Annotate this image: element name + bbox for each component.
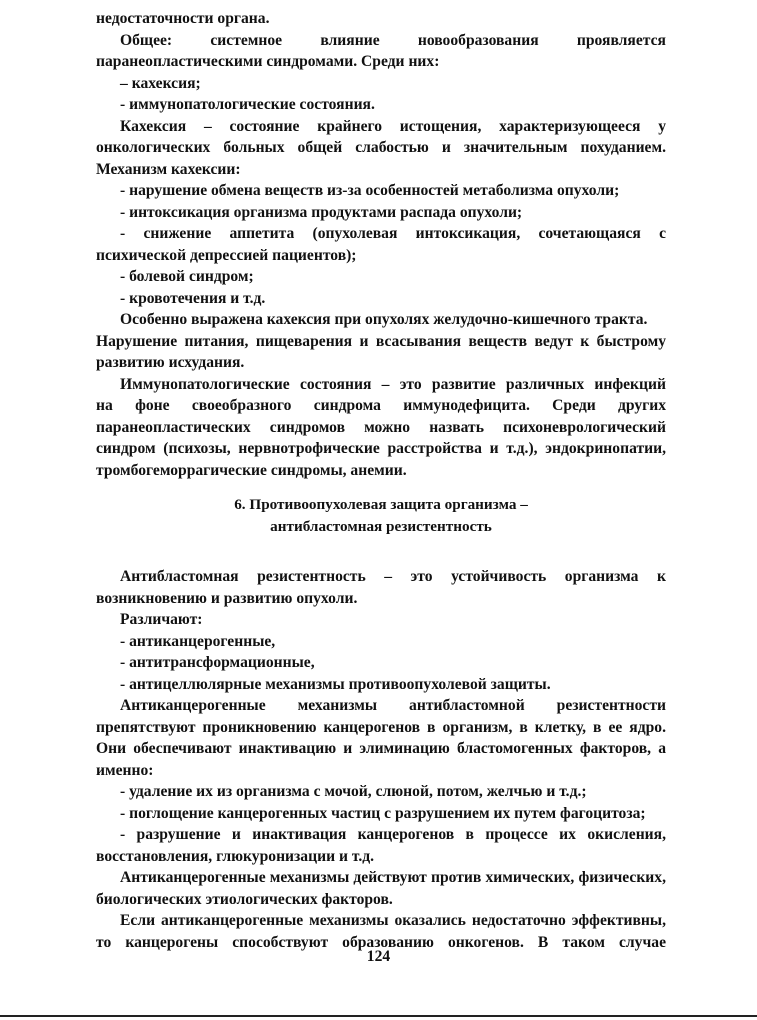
page-body [96,8,666,953]
text-line: паранеопластическими синдромами. Среди них: [96,53,440,70]
text-line: Нарушение питания, пищеварения и всасывания веществ ведут к быстрому [96,332,666,350]
list-item: - разрушение и инактивация канцерогенов в процессе их окисления, [120,826,666,843]
text-line: возникновению и развитию опухоли. [96,589,358,607]
text-line: препятствуют проникновению канцерогенов в организм, в клетку, в ее ядро. [96,718,666,736]
text-line: онкологических больных общей слабостью и значительным похуданием. [96,139,666,156]
text-line: Кахексия – состояние крайнего истощения, характеризующееся у [120,117,666,135]
text-line: восстановления, глюкуронизации и т.д. [96,847,375,865]
text-line: развитию исхудания. [96,354,245,371]
section-heading-line-1: 6. Противоопухолевая защита организма – [234,496,528,513]
list-item: - нарушение обмена веществ из-за особенностей метаболизма опухоли; [120,182,620,199]
section-heading [96,494,666,537]
text-line: недостаточности органа. [96,10,270,27]
page-number: 124 [366,948,391,965]
text-line: тромбогеморрагические синдромы, анемии. [96,461,407,479]
text-line: на фоне своеобразного синдрома иммунодефицита. Среди других [96,397,666,414]
text-line: Общее: системное влияние новообразования проявляется [120,31,666,49]
text-line: Антибластомная резистентность – это устойчивость организма к [120,568,666,585]
list-item: - антитрансформационные, [120,654,315,671]
list-item: - поглощение канцерогенных частиц с разрушением их путем фагоцитоза; [120,804,646,822]
text-line: Различают: [120,611,203,628]
text-line: Особенно выражена кахексия при опухолях желудочно-кишечного тракта. [120,311,648,328]
text-line: Они обеспечивают инактивацию и элиминацию бластомогенных факторов, а [96,740,666,757]
text-line: психической депрессией пациентов); [96,246,357,264]
list-item: - кровотечения и т.д. [120,289,266,307]
text-line: паранеопластических синдромов можно назвать психоневрологический [96,418,666,436]
text-line: Если антиканцерогенные механизмы оказались недостаточно эффективны, [120,912,666,929]
text-line: Антиканцерогенные механизмы антибластомной резистентности [120,697,666,714]
text-line: биологических этиологических факторов. [96,890,393,908]
text-line: синдром (психозы, нервнотрофические расстройства и т.д.), эндокринопатии, [96,440,666,457]
list-item: - снижение аппетита (опухолевая интоксикация, сочетающаяся с [120,225,666,242]
list-item: - антицеллюлярные механизмы противоопухолевой защиты. [120,675,551,693]
list-item: - интоксикация организма продуктами распада опухоли; [120,203,523,221]
text-line: Антиканцерогенные механизмы действуют против химических, физических, [120,869,666,886]
text-line: то канцерогены способствуют образованию онкогенов. В таком случае [96,933,666,951]
list-item: - антиканцерогенные, [120,632,276,650]
list-item: - иммунопатологические состояния. [120,96,375,113]
bottom-rule [0,1015,757,1017]
list-item: - болевой синдром; [120,268,254,285]
section-heading-line-2: антибластомная резистентность [270,517,492,535]
text-line: Механизм кахексии: [96,160,241,178]
list-item: - удаление их из организма с мочой, слюной, потом, желчью и т.д.; [120,783,587,800]
list-item: – кахексия; [120,74,201,92]
text-line: именно: [96,761,154,779]
text-line: Иммунопатологические состояния – это развитие различных инфекций [120,375,666,393]
